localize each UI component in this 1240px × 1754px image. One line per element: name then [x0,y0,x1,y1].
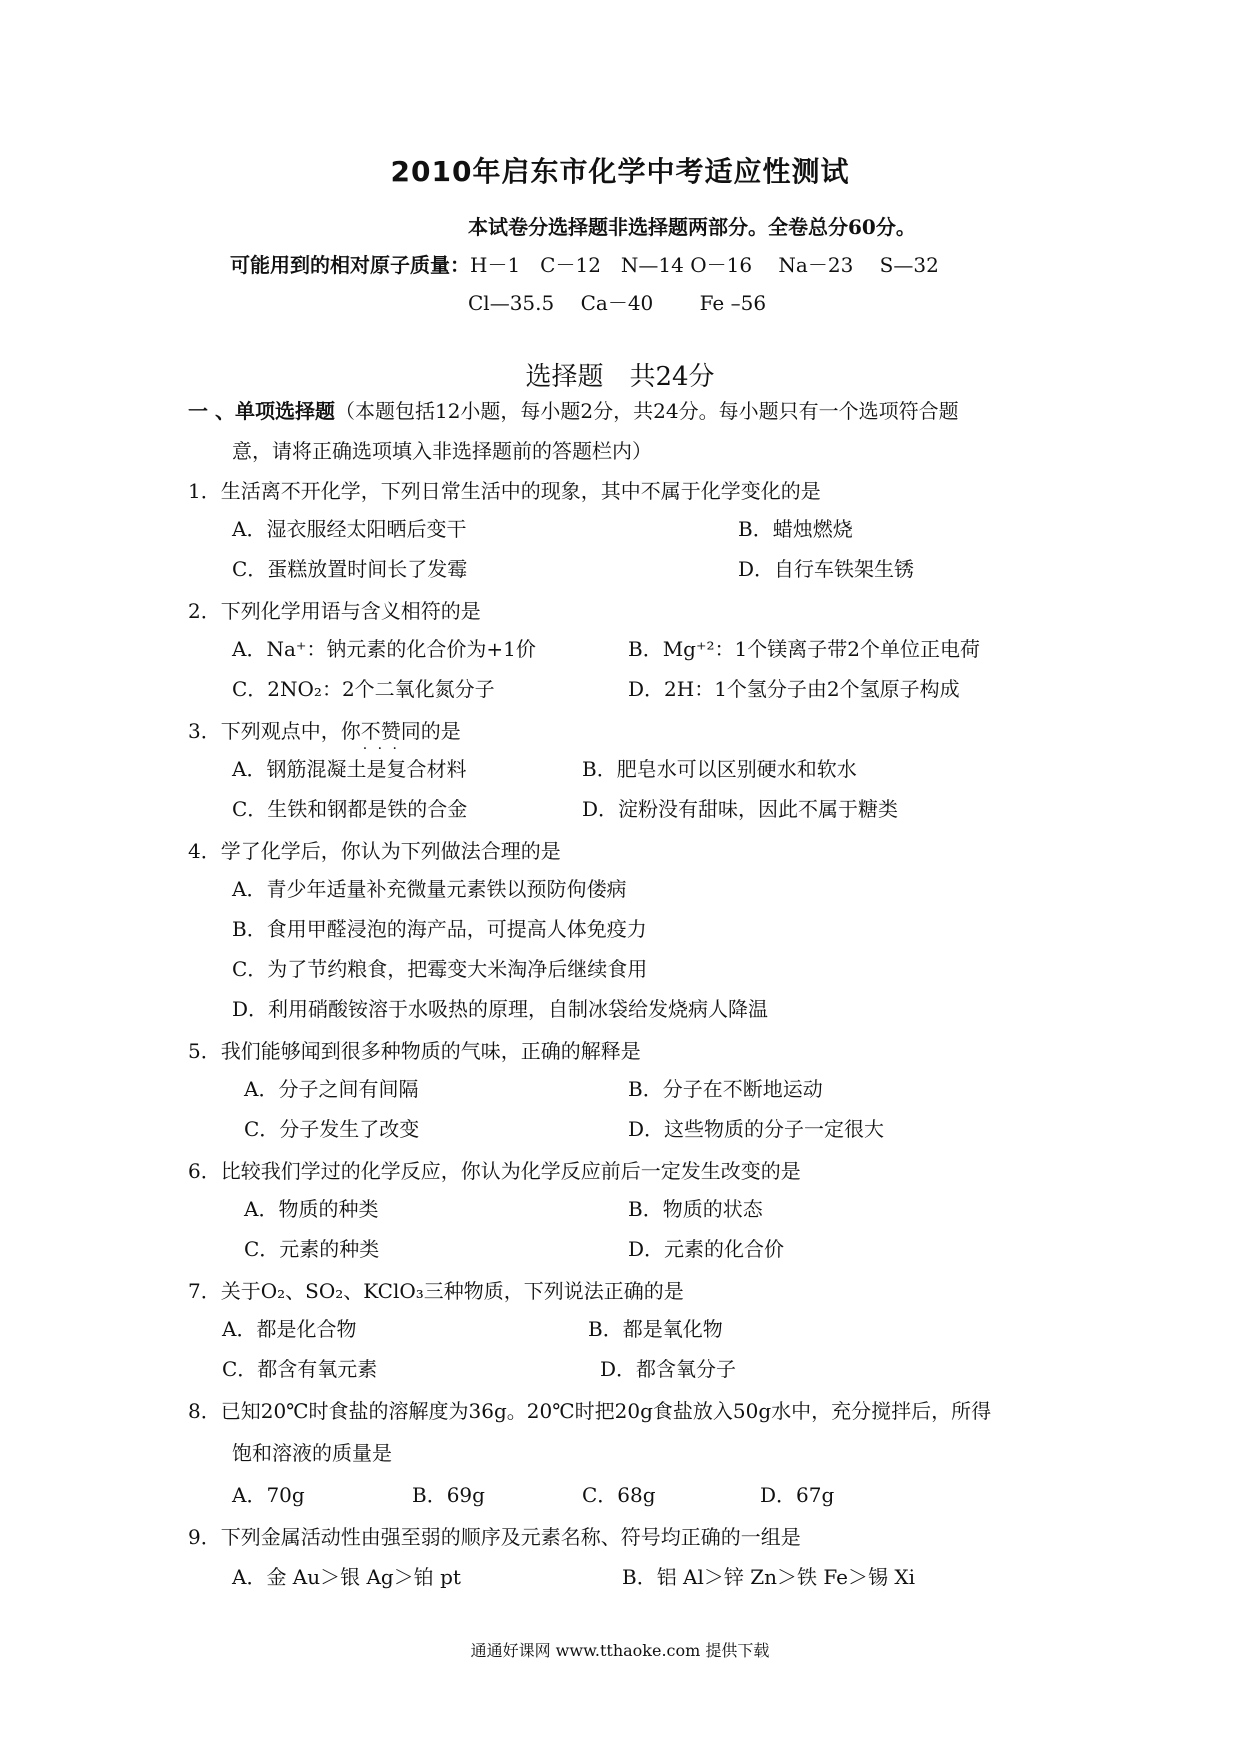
question-3-option-a: A．钢筋混凝土是复合材料 [232,757,467,781]
question-4-option-b: B．食用甲醛浸泡的海产品，可提高人体免疫力 [232,917,647,941]
question-3-option-c: C．生铁和钢都是铁的合金 [232,797,468,821]
question-8-option-d: D．67g [760,1483,835,1507]
question-5-option-d: D．这些物质的分子一定很大 [628,1117,885,1141]
atomic-mass-line-1 [230,252,939,278]
part1-heading: 一 、单项选择题 [188,399,335,423]
question-8-option-a: A．70g [232,1483,305,1507]
question-1-option-c: C．蛋糕放置时间长了发霉 [232,557,468,581]
question-9-option-a: A．金 Au＞银 Ag＞铂 pt [232,1565,461,1589]
question-7-stem: 7．关于O₂、SO₂、KClO₃三种物质，下列说法正确的是 [188,1279,684,1303]
question-7-option-b: B．都是氧化物 [588,1317,723,1341]
question-2-option-c: C．2NO₂：2个二氧化氮分子 [232,677,495,701]
question-2-option-a: A．Na⁺：钠元素的化合价为+1价 [232,637,536,661]
question-1-option-d: D．自行车铁架生锈 [738,557,915,581]
question-8-option-b: B．69g [412,1483,485,1507]
exam-intro: 本试卷分选择题非选择题两部分。全卷总分60分。 [468,215,916,239]
question-6-stem: 6．比较我们学过的化学反应，你认为化学反应前后一定发生改变的是 [188,1159,801,1183]
question-1-option-b: B．蜡烛燃烧 [738,517,853,541]
question-3-stem [188,718,461,744]
question-9-option-b: B．铝 Al＞锌 Zn＞铁 Fe＞锡 Xi [622,1565,915,1589]
question-6-option-d: D．元素的化合价 [628,1237,785,1261]
question-6-option-a: A．物质的种类 [244,1197,379,1221]
question-4-stem: 4．学了化学后，你认为下列做法合理的是 [188,839,561,863]
question-3-option-b: B．肥皂水可以区别硬水和软水 [582,757,857,781]
question-4-option-c: C．为了节约粮食，把霉变大米淘净后继续食用 [232,957,648,981]
atomic-mass-label: 可能用到的相对原子质量： [230,253,470,277]
question-9-stem: 9．下列金属活动性由强至弱的顺序及元素名称、符号均正确的一组是 [188,1525,801,1549]
question-1-option-a: A．湿衣服经太阳晒后变干 [232,517,467,541]
atomic-mass-values-1: H－1 C－12 N—14 O－16 Na－23 S—32 [470,253,939,277]
page-title: 2010年启东市化学中考适应性测试 [390,155,850,188]
question-5-option-c: C．分子发生了改变 [244,1117,420,1141]
part1-heading-line [188,398,959,424]
section-title: 选择题 共24分 [525,362,715,392]
question-6-option-c: C．元素的种类 [244,1237,380,1261]
question-5-option-a: A．分子之间有间隔 [244,1077,419,1101]
question-3-emphasis: 不赞同 · · · [361,719,421,743]
question-7-option-c: C．都含有氧元素 [222,1357,378,1381]
question-3-option-d: D．淀粉没有甜味，因此不属于糖类 [582,797,899,821]
question-8-stem-1: 8．已知20℃时食盐的溶解度为36g。20℃时把20g食盐放入50g水中，充分搅拌后，所得 [188,1399,992,1423]
question-8-stem-2: 饱和溶液的质量是 [232,1441,392,1465]
question-5-stem: 5．我们能够闻到很多种物质的气味，正确的解释是 [188,1039,641,1063]
part1-desc-1: （本题包括12小题，每小题2分，共24分。每小题只有一个选项符合题 [334,399,959,423]
page-footer: 通通好课网 www.tthaoke.com 提供下载 [470,1641,770,1660]
question-3-stem-part-3: 的是 [420,719,461,743]
atomic-mass-values-2: Cl—35.5 Ca－40 Fe –56 [468,291,767,315]
part1-desc-2: 意，请将正确选项填入非选择题前的答题栏内） [232,439,652,463]
question-7-option-d: D．都含氧分子 [600,1357,737,1381]
question-5-option-b: B．分子在不断地运动 [628,1077,823,1101]
question-7-option-a: A．都是化合物 [222,1317,357,1341]
question-2-option-b: B．Mg⁺²：1个镁离子带2个单位正电荷 [628,637,981,661]
question-1-stem: 1．生活离不开化学，下列日常生活中的现象，其中不属于化学变化的是 [188,479,821,503]
question-2-stem: 2．下列化学用语与含义相符的是 [188,599,481,623]
question-3-stem-part-1: 3．下列观点中，你 [188,719,361,743]
question-6-option-b: B．物质的状态 [628,1197,763,1221]
question-4-option-a: A．青少年适量补充微量元素铁以预防佝偻病 [232,877,627,901]
question-4-option-d: D．利用硝酸铵溶于水吸热的原理，自制冰袋给发烧病人降温 [232,997,769,1021]
question-8-option-c: C．68g [582,1483,656,1507]
question-2-option-d: D．2H：1个氢分子由2个氢原子构成 [628,677,960,701]
